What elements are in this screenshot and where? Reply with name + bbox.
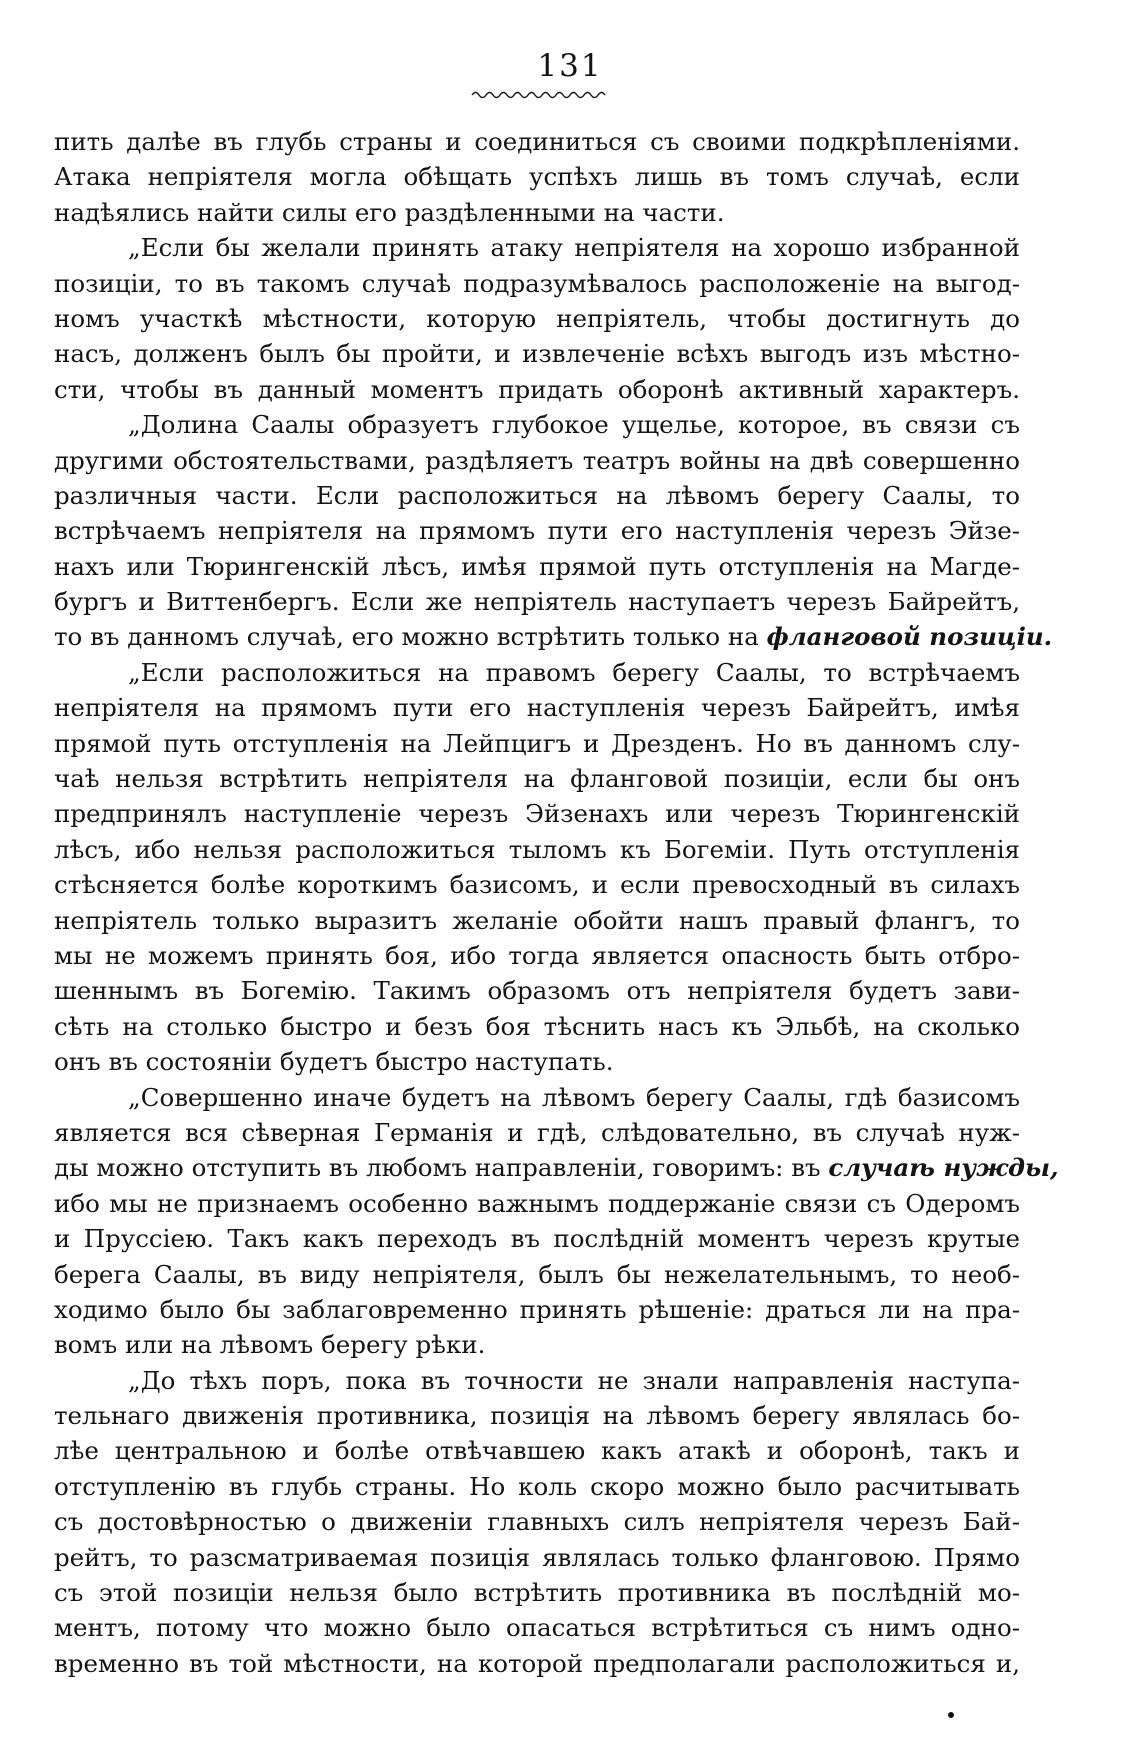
line-text: онъ въ состояніи будетъ быстро наступать. (54, 1047, 614, 1077)
line-text: „До тѣхъ поръ, пока въ точности не знали направленія наступа- (128, 1365, 1020, 1395)
page-number: 131 (537, 48, 603, 84)
text-line (54, 1080, 1020, 1115)
text-line (54, 1398, 1020, 1433)
line-text: „Долина Саалы образуетъ глубокое ущелье, которое, въ связи съ (128, 410, 1020, 440)
text-line (54, 1504, 1020, 1539)
line-text: „Если бы желали принять атаку непріятеля на хорошо избранной (128, 233, 1020, 263)
text-line (54, 832, 1020, 867)
text-line (54, 336, 1020, 371)
text-line (54, 655, 1020, 690)
line-text: лѣсъ, ибо нельзя расположиться тыломъ къ Богеміи. Путь отступленія (54, 834, 1020, 864)
text-line (54, 1540, 1020, 1575)
text-line (54, 1292, 1020, 1327)
text-line (54, 726, 1020, 761)
line-text: другими обстоятельствами, раздѣляетъ театръ войны на двѣ совершенно (54, 445, 1020, 475)
line-text: пить далѣе въ глубь страны и соединиться съ своими подкрѣпленіями. (54, 127, 1020, 156)
text-line (54, 230, 1020, 265)
text-line (54, 619, 1053, 654)
emphasized-phrase: фланговой позиціи. (766, 622, 1053, 652)
line-text: ибо мы не признаемъ особенно важнымъ поддержаніе связи съ Одеромъ (54, 1188, 1020, 1218)
line-text: различныя части. Если расположиться на лѣвомъ берегу Саалы, то (54, 480, 1020, 510)
line-text: является вся сѣверная Германія и гдѣ, слѣдовательно, въ случаѣ нуж- (54, 1117, 1020, 1147)
text-line (54, 443, 1020, 478)
line-text: рейтъ, то разсматриваемая позиція являлась только фланговою. Прямо (54, 1542, 1020, 1572)
text-line (54, 513, 1020, 548)
text-line (54, 1257, 1020, 1292)
line-text: бургъ и Виттенбергъ. Если же непріятель наступаетъ черезъ Байрейтъ, (54, 587, 1020, 617)
decorative-wave-rule (470, 88, 610, 102)
text-line (54, 1327, 1020, 1362)
text-line (54, 761, 1020, 796)
line-text: „Совершенно иначе будетъ на лѣвомъ берегу Саалы, гдѣ базисомъ (128, 1082, 1020, 1112)
line-text: прямой путь отступленія на Лейпцигъ и Дрезденъ. Но въ данномъ слу- (54, 728, 1020, 758)
text-line (54, 938, 1020, 973)
line-text: надѣялись найти силы его раздѣленными на части. (54, 197, 725, 227)
line-text: „Если расположиться на правомъ берегу Саалы, то встрѣчаемъ (128, 657, 1020, 687)
line-text: съ достовѣрностью о движеніи главныхъ силъ непріятеля черезъ Бай- (54, 1507, 1020, 1537)
line-text: встрѣчаемъ непріятеля на прямомъ пути его наступленія черезъ Эйзе- (54, 516, 1020, 546)
line-text: непріятеля на прямомъ пути его наступленія черезъ Байрейтъ, имѣя (54, 693, 1020, 723)
line-text: мы не можемъ принять боя, ибо тогда является опасность быть отбро- (54, 940, 1020, 970)
text-line (54, 1150, 1059, 1185)
line-text: вомъ или на лѣвомъ берегу рѣки. (54, 1330, 486, 1360)
line-text: временно въ той мѣстности, на которой предполагали расположиться и, (54, 1648, 1020, 1678)
text-line (54, 1433, 1020, 1468)
text-line (54, 1221, 1020, 1256)
line-text: сѣть на столько быстро и безъ боя тѣснить насъ къ Эльбѣ, на сколько (54, 1011, 1020, 1041)
line-text: нахъ или Тюрингенскій лѣсъ, имѣя прямой путь отступленія на Магде- (54, 551, 1020, 581)
line-text: шеннымъ въ Богемію. Такимъ образомъ отъ непріятеля будетъ зави- (54, 976, 1020, 1006)
line-text: стѣсняется болѣе короткимъ базисомъ, и если превосходный въ силахъ (54, 870, 1020, 900)
print-speck (948, 1712, 954, 1718)
line-text: непріятель только выразитъ желаніе обойти нашъ правый флангъ, то (54, 905, 1020, 935)
line-text: номъ участкѣ мѣстности, которую непріятель, чтобы достигнуть до (54, 303, 1020, 333)
line-text: тельнаго движенія противника, позиція на лѣвомъ берегу являлась бо- (54, 1401, 1020, 1431)
text-line (54, 584, 1020, 619)
line-text: насъ, долженъ былъ бы пройти, и извлеченіе всѣхъ выгодъ изъ мѣстно- (54, 339, 1020, 369)
body-text (54, 124, 1059, 1681)
text-line (54, 1115, 1020, 1150)
emphasized-phrase: случаѣ нужды, (828, 1153, 1059, 1183)
line-text: берега Саалы, въ виду непріятеля, былъ бы нежелательнымъ, то необ- (54, 1259, 1020, 1289)
text-line (54, 690, 1020, 725)
text-line (54, 301, 1020, 336)
line-text: и Пруссіею. Такъ какъ переходъ въ послѣдній моментъ черезъ крутые (54, 1224, 1020, 1254)
line-text: лѣе центральною и болѣе отвѣчавшею какъ атакѣ и оборонѣ, такъ и (54, 1436, 1020, 1466)
text-line (54, 796, 1020, 831)
text-line (54, 407, 1020, 442)
text-line (54, 1363, 1020, 1398)
text-line (54, 266, 1020, 301)
text-line (54, 1469, 1020, 1504)
line-text: предпринялъ наступленіе черезъ Эйзенахъ или черезъ Тюрингенскій (54, 799, 1020, 829)
text-line (54, 1044, 1020, 1079)
text-line (54, 973, 1020, 1008)
text-line (54, 867, 1020, 902)
text-line (54, 1575, 1020, 1610)
line-text: ды можно отступить въ любомъ направленіи, говоримъ: въ (54, 1153, 821, 1183)
text-line (54, 478, 1020, 513)
line-text: позиціи, то въ такомъ случаѣ подразумѣвалось расположеніе на выгод- (54, 268, 1020, 298)
text-line (54, 903, 1020, 938)
line-text: отступленію въ глубь страны. Но коль скоро можно было расчитывать (54, 1471, 1020, 1501)
line-text: чаѣ нельзя встрѣтить непріятеля на фланговой позиціи, если бы онъ (54, 764, 1020, 794)
text-line (54, 124, 1020, 159)
text-line (54, 195, 1020, 230)
line-text: ходимо было бы заблаговременно принять рѣшеніе: драться ли на пра- (54, 1294, 1020, 1324)
text-line (54, 372, 1020, 407)
text-line (54, 1646, 1020, 1681)
line-text: съ этой позиціи нельзя было встрѣтить противника въ послѣдній мо- (54, 1578, 1020, 1608)
text-line (54, 1610, 1020, 1645)
line-text: то въ данномъ случаѣ, его можно встрѣтить только на (54, 622, 759, 652)
line-text: ментъ, потому что можно было опасаться встрѣтиться съ нимъ одно- (54, 1613, 1020, 1643)
text-line (54, 159, 1020, 194)
text-line (54, 1009, 1020, 1044)
text-line (54, 1186, 1020, 1221)
text-line (54, 549, 1020, 584)
line-text: Атака непріятеля могла обѣщать успѣхъ лишь въ томъ случаѣ, если (54, 162, 1020, 192)
line-text: сти, чтобы въ данный моментъ придать оборонѣ активный характеръ. (54, 374, 1020, 404)
